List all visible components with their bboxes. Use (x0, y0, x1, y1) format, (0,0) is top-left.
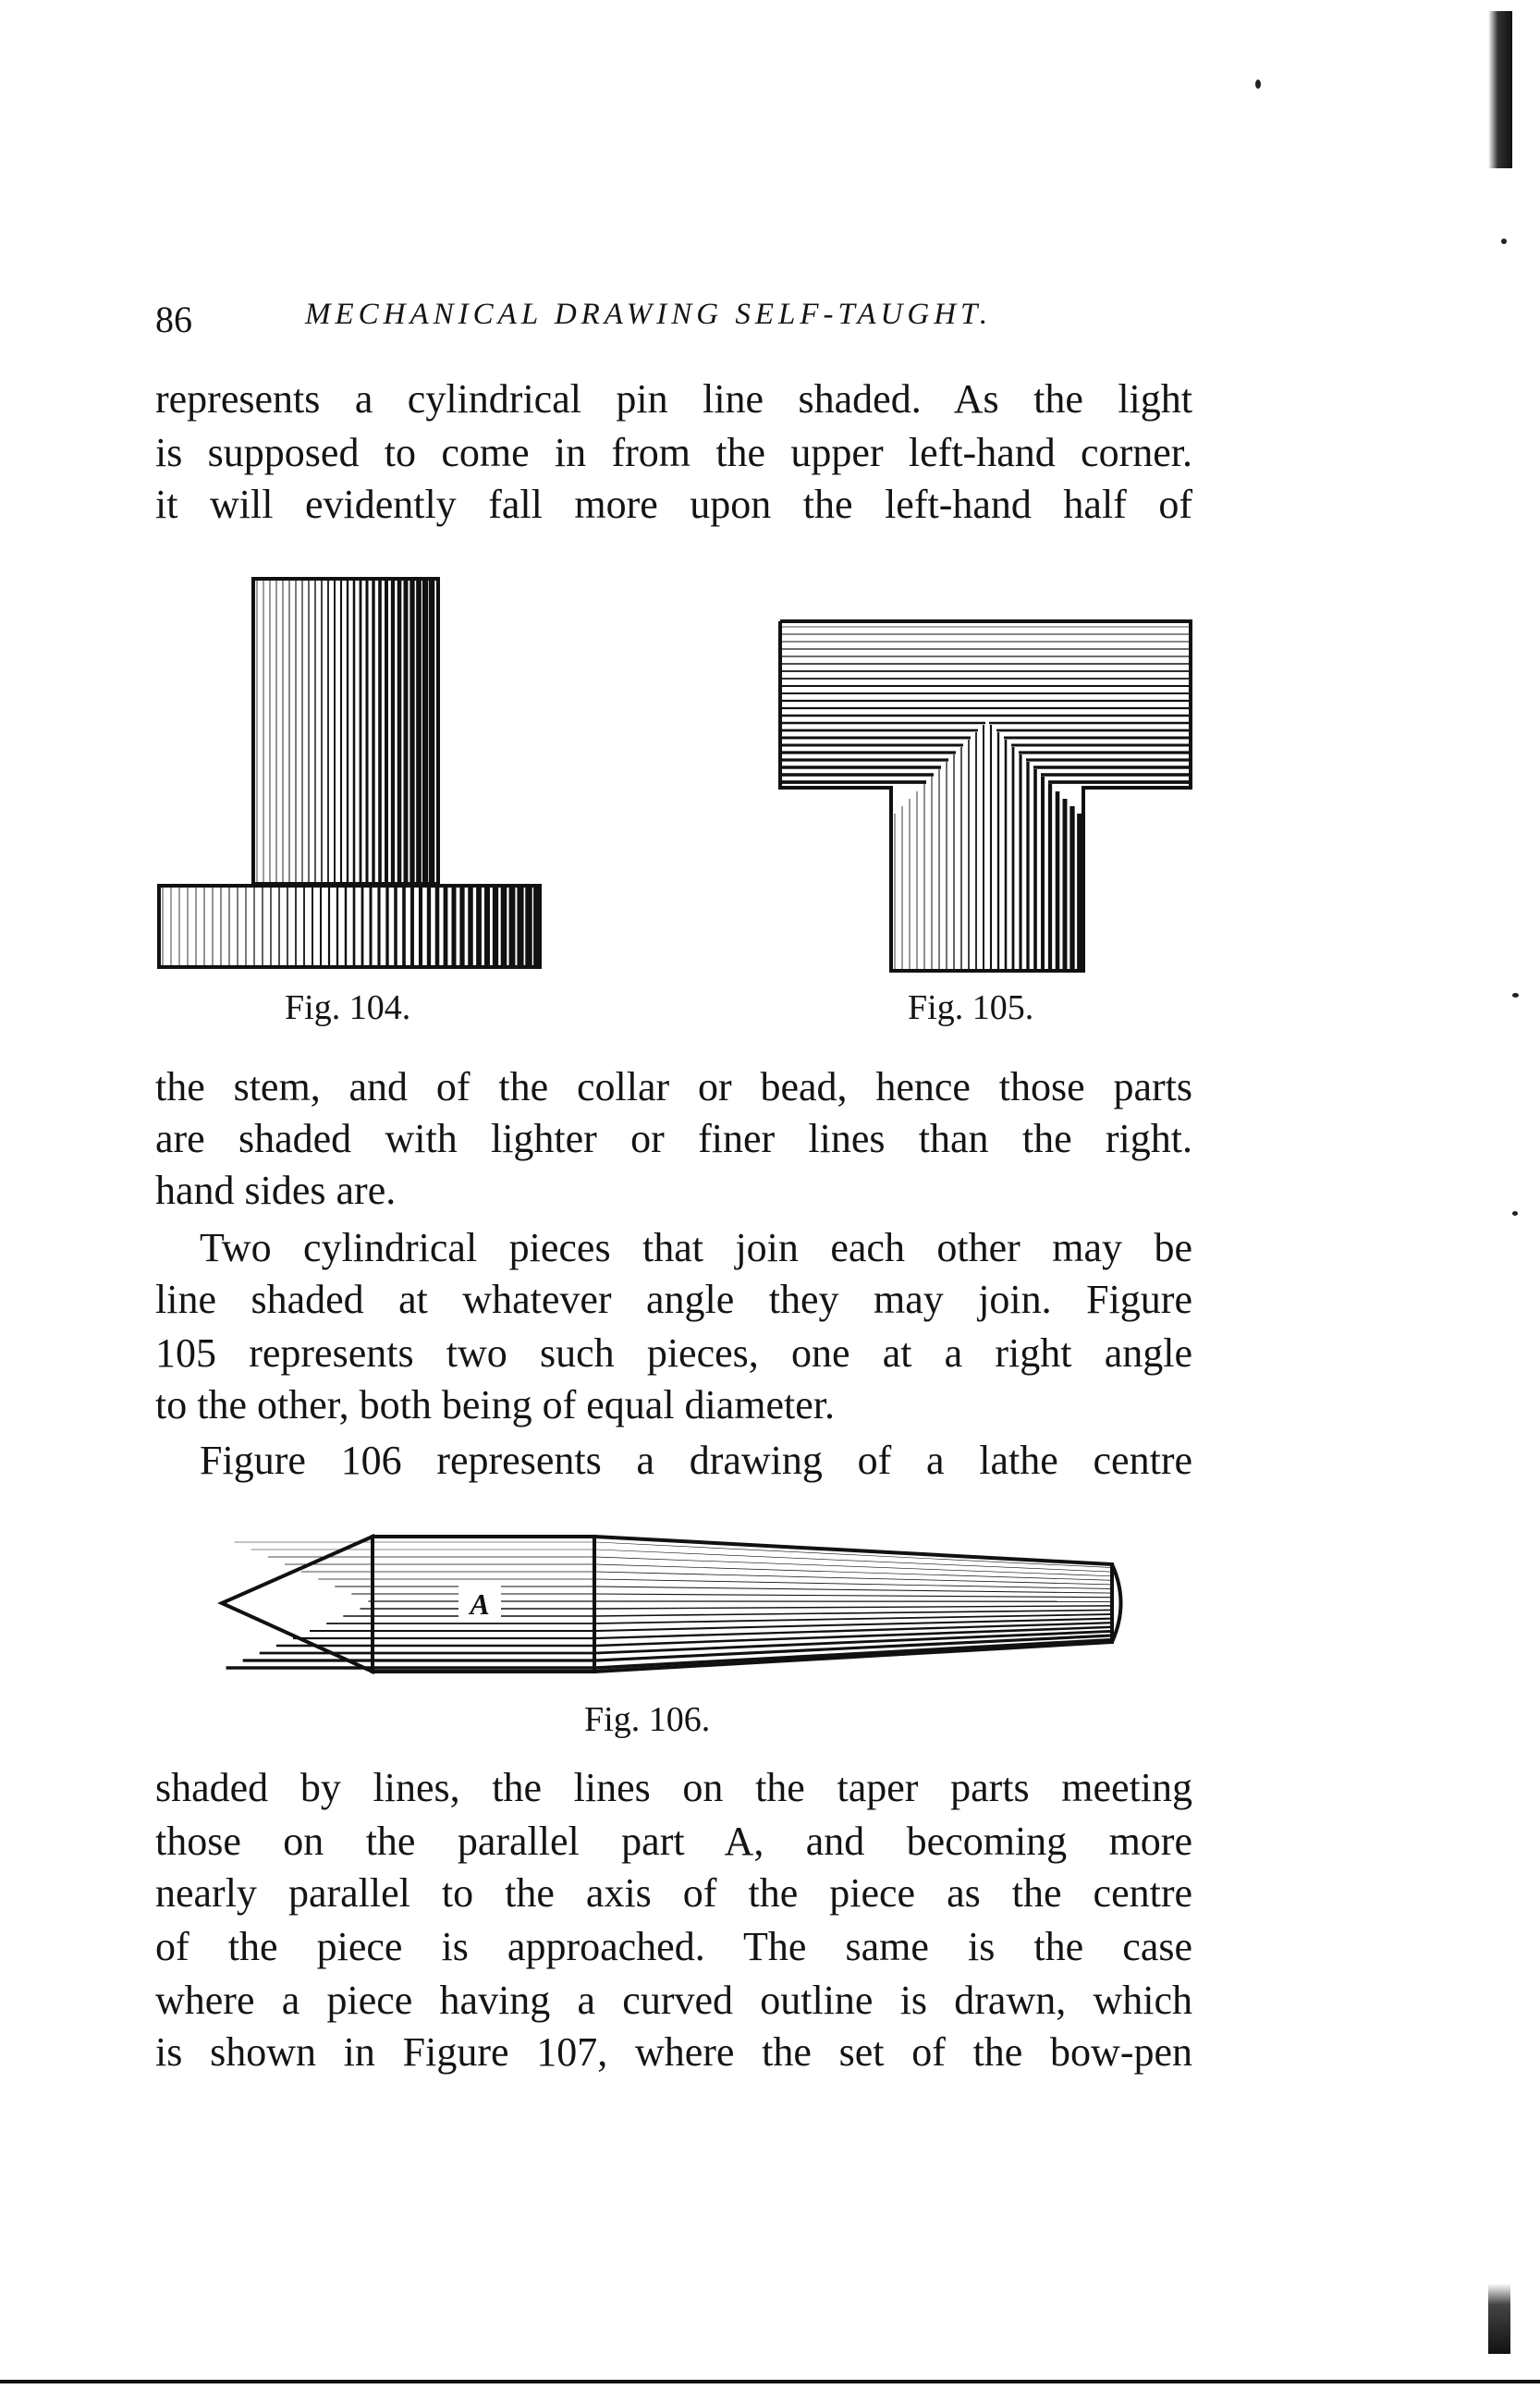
scan-speck (1512, 993, 1519, 998)
text-line: is supposed to come in from the upper left-hand corner. (155, 430, 1192, 475)
running-title: MECHANICAL DRAWING SELF-TAUGHT. (305, 298, 993, 331)
scan-edge-mark (1488, 11, 1512, 168)
t-joint-shading (782, 627, 1189, 969)
text-line: to the other, both being of equal diameter. (155, 1382, 836, 1427)
figure-105-illustration (778, 619, 1192, 973)
scan-edge-mark (1488, 2284, 1510, 2354)
page-number: 86 (155, 299, 192, 340)
pin-collar-outline (159, 886, 540, 967)
text-line: line shaded at whatever angle they may join. Figure (155, 1277, 1192, 1322)
lathe-centre-taper-outline (594, 1537, 1112, 1672)
text-line: of the piece is approached. The same is the case (155, 1924, 1192, 1969)
text-line: nearly parallel to the axis of the piece as the centre (155, 1870, 1192, 1916)
text-line: the stem, and of the collar or bead, hence those parts (155, 1064, 1192, 1109)
figure-105-caption: Fig. 105. (908, 988, 1034, 1027)
text-line: where a piece having a curved outline is drawn, which (155, 1978, 1192, 2023)
shade-line (596, 1606, 1110, 1609)
text-line: Figure 106 represents a drawing of a lathe centre (200, 1438, 1192, 1483)
shade-line (596, 1594, 1110, 1598)
text-line: Two cylindrical pieces that join each other may be (200, 1225, 1192, 1270)
text-line: 105 represents two such pieces, one at a right angle (155, 1330, 1192, 1376)
text-line: shaded by lines, the lines on the taper parts meeting (155, 1765, 1192, 1810)
text-line: hand sides are. (155, 1168, 397, 1213)
figure-106-caption: Fig. 106. (584, 1700, 711, 1739)
figure-104-caption: Fig. 104. (285, 988, 411, 1027)
text-line: is shown in Figure 107, where the set of the bow-pen (155, 2029, 1192, 2075)
figure-106-label-a: A (470, 1587, 490, 1621)
text-line: those on the parallel part A, and becoming more (155, 1819, 1192, 1864)
text-line: represents a cylindrical pin line shaded. As the light (155, 376, 1192, 422)
pin-stem-shading (257, 581, 432, 884)
shade-line (596, 1542, 1110, 1567)
text-line: are shaded with lighter or finer lines than the right. (155, 1116, 1192, 1161)
t-joint-outline (780, 621, 1191, 971)
text-line: it will evidently fall more upon the left-hand half of (155, 482, 1192, 527)
bottom-rule (0, 2380, 1540, 2383)
scan-speck (1501, 239, 1507, 244)
scan-speck (1255, 80, 1261, 89)
figure-106-illustration (220, 1531, 1128, 1681)
scan-speck (1512, 1211, 1518, 1216)
pin-collar-shading (163, 888, 537, 965)
figure-104-illustration (157, 577, 545, 971)
